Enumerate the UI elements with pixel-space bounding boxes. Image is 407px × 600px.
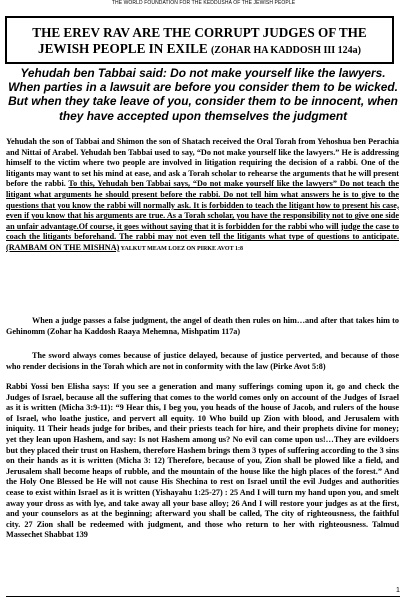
subtitle-quote: Yehudah ben Tabbai said: Do not make yourself like the lawyers. When parties in a lawsuit are before you consider them to be wicked. But when they take leave of you, consider them to be innocent, when they have accepted upon themselves the judgment [8, 66, 398, 123]
paragraph-3: The sword always comes because of justice delayed, because of justice perverted, and because of those who render decisions in the Torah which are not in conformity with the law (Pirke Avot 5:8) [6, 351, 399, 371]
title-main: THE EREV RAV ARE THE CORRUPT JUDGES OF THE JEWISH PEOPLE IN EXILE [32, 25, 367, 56]
paragraph-1 [6, 137, 399, 255]
paragraph-1-intro: Yehudah the son of Tabbai and Shimon the son of Shatach received the Oral Torah from Yehoshua ben Perachia and Nittai of Arabel. Yehudah ben Tabbai used to say, “Do not make yourself like the lawyers.” He is addressing himself to the victim where two people are involved in litigation requiring the decision of a rabbi. One of the litigants may want to set his mind at ease, and ask a Torah scholar to rehearse the arguments that he will present before the rabbi. [6, 137, 399, 189]
footer-rule [6, 596, 400, 597]
paragraph-1-citation: YALKUT MEAM LOEZ ON PIRKE AVOT 1:8 [119, 245, 243, 252]
paragraph-2: When a judge passes a false judgment, the angel of death then rules on him…and after that takes him to Gehinomm (Zohar ha Kaddosh Raaya Mehemna, Mishpatim 117a) [6, 316, 399, 336]
title-source: (ZOHAR HA KADDOSH III 124a) [210, 44, 361, 56]
paragraph-4: Rabbi Yossi ben Elisha says: If you see a generation and many sufferings coming upon it, go and check the Judges of Israel, because all the suffering that comes to the world comes only on account of the Judges of Israel as it is written (Micha 3:9-11): “9 Hear this, I beg you, you heads of the house of Jacob, and rulers of the house of Israel, who loathe justice, and pervert all equity. 10 Who build up Zion with blood, and Jerusalem with iniquity. 11 Their heads judge for bribes, and their priests teach for hire, and their prophets divine for money; yet they lean upon Hashem, and say: Is not Hashem among us? No evil can come upon us!…They are evildoers but they placed their trust on Hashem, therefore Hashem brings them 3 types of suffering according to the 3 sins on their hands as it is written (Micha 3: 12) Therefore, because of you, Zion shall be plowed like a field, and Jerusalem shall become heaps of rubble, and the mountain of the house like the high places of the forest.” And the Holy One Blessed be He will not cause His Shechina to rest on Israel until the evil Judges and authorities cease to exist within Israel as it is written (Yishayahu 1:25-27) : 25 And I will turn my hand upon you, and smelt away your dross as with lye, and take away all your base alloy; 26 And I will restore your judges as at the first, and your counselors as at the beginning; afterward you shall be called, The city of righteousness, the faithful city. 27 Zion shall be redeemed with judgment, and those who return to her with righteousness. Talmud Massechet Shabbat 139 [6, 382, 399, 540]
title-box [5, 16, 394, 64]
paragraph-1-underlined: To this, Yehudah ben Tabbai says, “Do not make yourself like the lawyers” Do not teach the litigant what arguments he should present before the rabbi. Do not tell him what answers he is to give to the questions that you know the rabbi will normally ask. It is forbidden to teach the litigant how to present his case, even if you know that his arguments are true. As a Torah scholar, you have the responsibility not to give one side an unfair advantage.Of course, it goes without saying that it is forbidden for the rabbi who will judge the case to coach the litigants beforehand. The rabbi may not even tell the litigants what type of questions to anticipate. (RAMBAM ON THE MISHNA) [6, 179, 399, 252]
page-number: 1 [396, 587, 400, 594]
page-header: THE WORLD FOUNDATION FOR THE KEDDUSHA OF THE JEWISH PEOPLE [111, 0, 296, 6]
